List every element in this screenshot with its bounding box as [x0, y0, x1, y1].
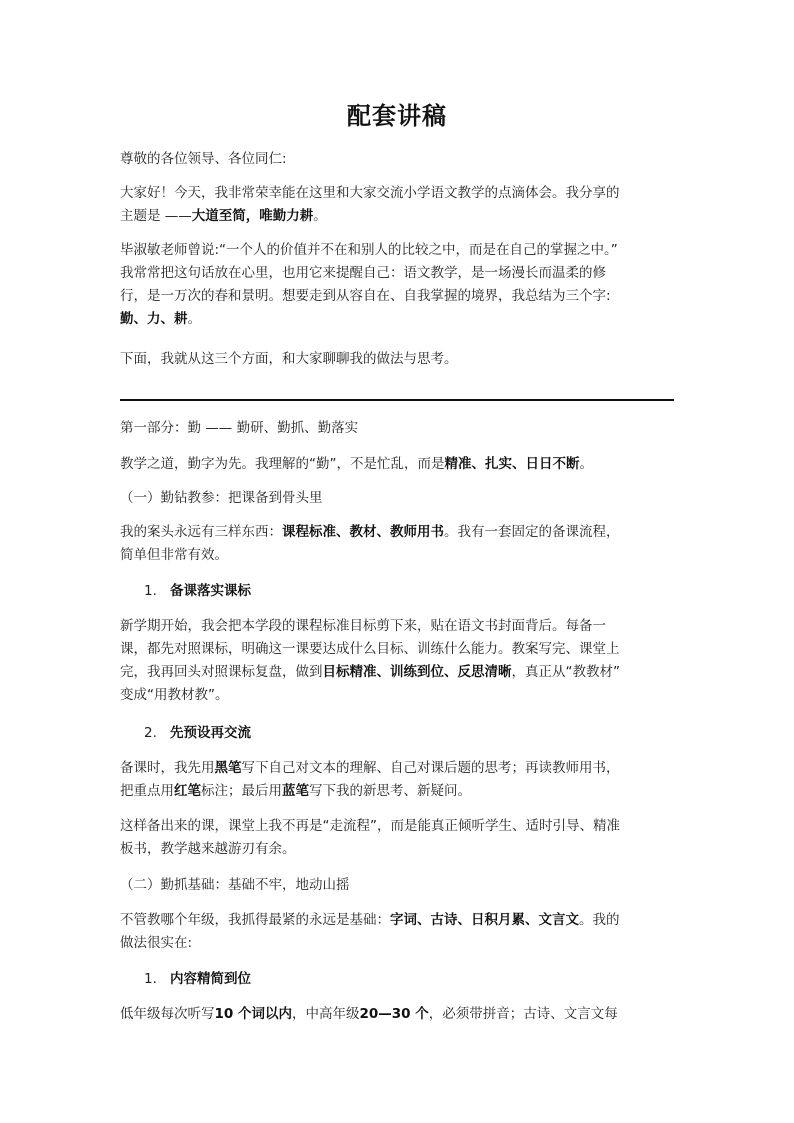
text-line: 。我的	[579, 912, 620, 928]
list-label: 内容精简到位	[170, 971, 251, 987]
text-line: 写下自己对文本的理解、自己对课后题的思考；再读教师用书，	[241, 760, 620, 776]
text-line: 我的案头永远有三样东西：	[120, 524, 282, 540]
blue-pen-bold: 蓝笔	[282, 783, 309, 799]
three-words-bold: 勤、力、耕	[120, 311, 188, 327]
text-line: 把重点用	[120, 783, 174, 799]
text-line: 主题是 ——	[120, 208, 192, 224]
text-line: 。	[313, 208, 327, 224]
text-line: 写下我的新思考、新疑问。	[309, 783, 471, 799]
list-number: 2.	[144, 725, 157, 741]
item3-bold-1: 10 个词以内	[214, 1006, 292, 1022]
text-line: 大家好！今天，我非常荣幸能在这里和大家交流小学语文教学的点滴体会。我分享的	[120, 185, 620, 201]
text-line: 简单但非常有效。	[120, 547, 228, 563]
text-line: 毕淑敏老师曾说:“一个人的价值并不在和别人的比较之中，而是在自己的掌握之中。”	[120, 242, 618, 258]
intro-paragraph-3: 下面，我就从这三个方面，和大家聊聊我的做法与思考。	[120, 351, 458, 367]
section-divider	[120, 399, 674, 401]
list-label: 先预设再交流	[170, 725, 251, 741]
text-line: 我常常把这句话放在心里，也用它来提醒自己：语文教学，是一场漫长而温柔的修	[120, 265, 606, 281]
item2-paragraph-2	[120, 815, 674, 861]
text-line: 完，我再回头对照课标复盘，做到	[120, 664, 323, 680]
section2-paragraph	[120, 909, 674, 955]
sec1-bold: 课程标准、教材、教师用书	[282, 524, 444, 540]
list-item-2	[144, 722, 251, 745]
text-line: 课，都先对照课标，明确这一课要达成什么目标、训练什么能力。教案写完、课堂上	[120, 641, 620, 657]
text-line: 标注；最后用	[201, 783, 282, 799]
item3-paragraph	[120, 1003, 674, 1026]
text-line: 这样备出来的课，课堂上我不再是“走流程”，而是能真正倾听学生、适时引导、精准	[120, 818, 620, 834]
text-line: 低年级每次听写	[120, 1006, 215, 1022]
text-line: ，必须带拼音；古诗、文言文每	[428, 1006, 618, 1022]
list-item-1	[144, 580, 251, 603]
intro-paragraph-2	[120, 239, 674, 331]
section1-heading: （一）勤钻教参：把课备到骨头里	[120, 490, 323, 506]
intro-paragraph-1	[120, 182, 674, 228]
greeting: 尊敬的各位领导、各位同仁:	[120, 151, 287, 167]
item2-paragraph	[120, 757, 674, 803]
list-number: 1.	[144, 583, 157, 599]
list-label: 备课落实课标	[170, 583, 251, 599]
lead-bold: 精准、扎实、日日不断	[444, 456, 580, 472]
text-line: 做法很实在:	[120, 935, 193, 951]
text-line: 板书，教学越来越游刃有余。	[120, 841, 296, 857]
text-line: 行，是一万次的春和景明。想要走到从容自在、自我掌握的境界，我总结为三个字:	[120, 288, 611, 304]
text-line: ，中高年级	[292, 1006, 360, 1022]
text-line: 备课时，我先用	[120, 760, 215, 776]
black-pen-bold: 黑笔	[214, 760, 242, 776]
item1-bold: 目标精准、训练到位、反思清晰	[322, 664, 512, 680]
part1-heading: 第一部分：勤 —— 勤研、勤抓、勤落实	[120, 420, 359, 436]
text-line: 。	[187, 311, 201, 327]
part1-lead	[120, 453, 674, 476]
sec2-bold: 字词、古诗、日积月累、文言文	[390, 912, 579, 928]
text-line: 。我有一套固定的备课流程，	[444, 524, 620, 540]
list-number: 1.	[144, 971, 157, 987]
text-line: 教学之道，勤字为先。我理解的“勤”，不是忙乱，而是	[120, 456, 445, 472]
text-line: 新学期开始，我会把本学段的课程标准目标剪下来，贴在语文书封面背后。每备一	[120, 618, 606, 634]
text-line: 变成“用教材教”。	[120, 687, 229, 703]
page-title: 配套讲稿	[347, 102, 447, 130]
section2-heading: （二）勤抓基础：基础不牢，地动山摇	[120, 877, 350, 893]
list-item-3	[144, 968, 251, 991]
item1-paragraph	[120, 615, 674, 707]
red-pen-bold: 红笔	[174, 783, 201, 799]
text-line: 不管教哪个年级，我抓得最紧的永远是基础：	[120, 912, 390, 928]
section1-paragraph	[120, 521, 674, 567]
text-line: ，真正从“教教材”	[511, 664, 620, 680]
text-line: 。	[579, 456, 593, 472]
theme-bold: 大道至简，唯勤力耕	[191, 208, 314, 224]
item3-bold-2: 20—30 个	[359, 1006, 429, 1022]
